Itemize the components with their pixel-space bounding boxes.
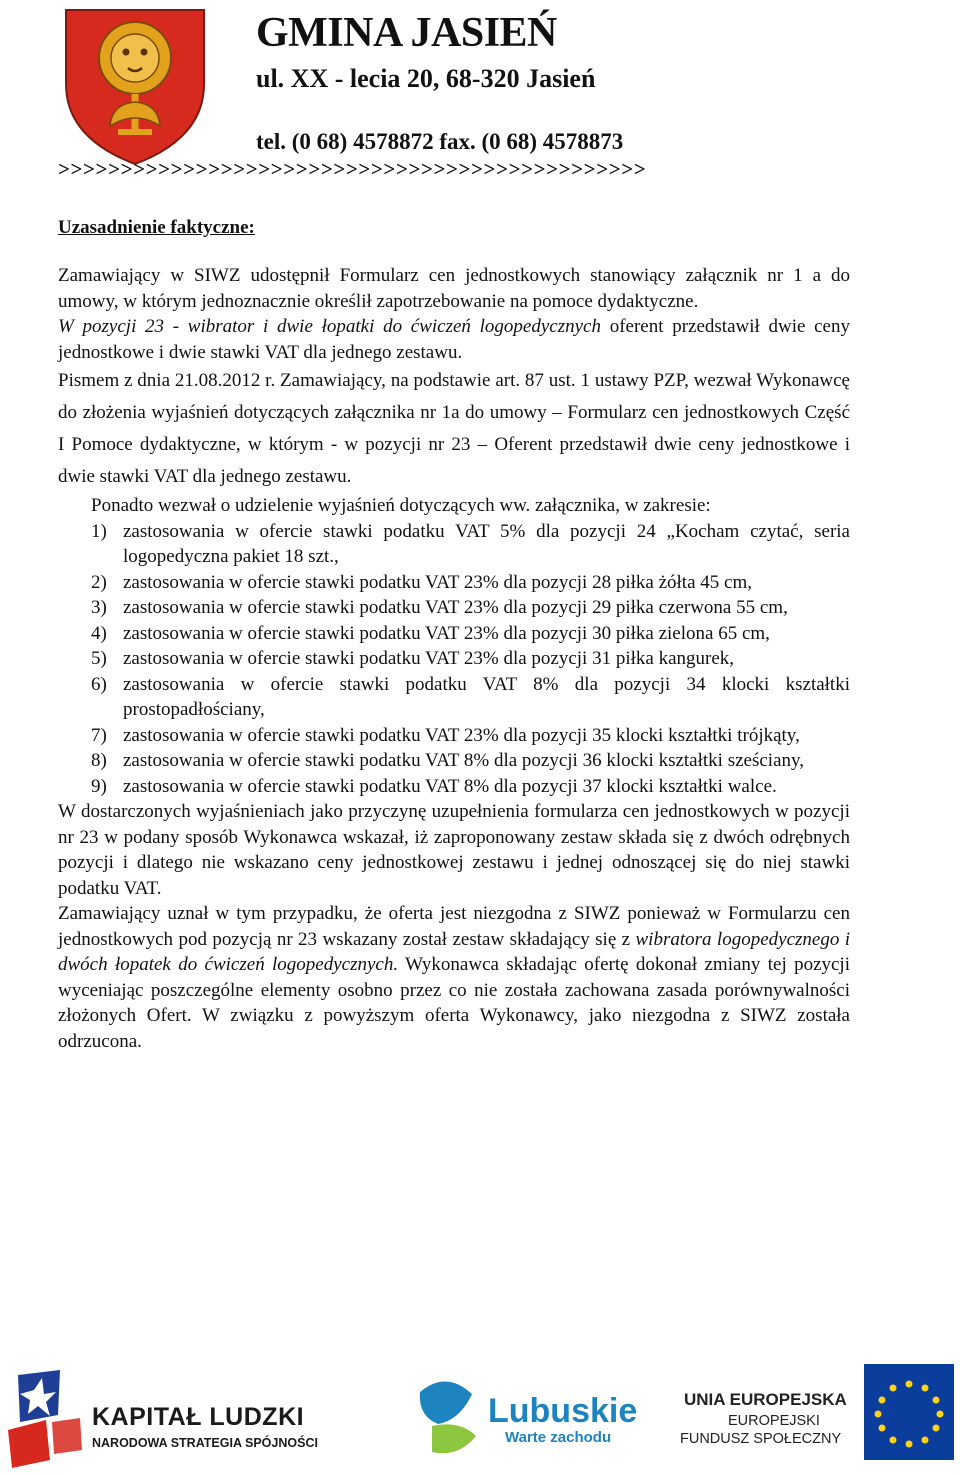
explanation-paragraph: W dostarczonych wyjaśnieniach jako przyczynę uzupełnienia formularza cen jednostkowych w pozycji nr 23 w podany sposób Wykonawca wskazał, iż zaproponowany zestaw składa się z dwóch odrębnych pozycji i dlatego nie wskazano ceny jednostkowej zestawu i jednej odnoszącej się do niej stawki podatku VAT. <box>58 801 850 899</box>
position-23-rest: oferent przedstawił dwie ceny jednostkowe i dwie stawki VAT dla jednego zestawu. <box>58 316 850 363</box>
eu-flag-icon <box>864 1364 954 1460</box>
list-item: 3) zastosowania w ofercie stawki podatku VAT 23% dla pozycji 29 piłka czerwona 55 cm, <box>91 597 788 618</box>
eu-label-line1: UNIA EUROPEJSKA <box>684 1390 847 1409</box>
header-separator: >>>>>>>>>>>>>>>>>>>>>>>>>>>>>>>>>>>>>>>>>>>>>>> <box>58 157 647 181</box>
request-list <box>58 519 850 800</box>
lubuskie-logo-icon <box>420 1381 476 1453</box>
kapital-ludzki-title: KAPITAŁ LUDZKI <box>92 1403 305 1431</box>
eu-label-line2: EUROPEJSKI <box>728 1413 820 1429</box>
list-item: 1) zastosowania w ofercie stawki podatku VAT 5% dla pozycji 24 „Kocham czytać, seria logopedyczna pakiet 18 szt., <box>91 520 850 567</box>
list-item: 8) zastosowania w ofercie stawki podatku VAT 8% dla pozycji 36 klocki kształtki sześciany, <box>91 750 805 771</box>
conclusion-paragraph: Zamawiający uznał w tym przypadku, że oferta jest niezgodna z SIWZ ponieważ w Formularzu cen jednostkowych pod pozycją nr 23 wskazany został zestaw składający się z wibratora logopedycznego i dwóch łopatek do ćwiczeń logopedycznych. Wykonawca składając ofertę dokonał zmiany tej pozycji wyceniając poszczególne elementy osobno przez co nie została zachowana zasada porównywalności złożonych Ofert. W związku z powyższym oferta Wykonawcy, jako niezgodna z SIWZ została odrzucona. <box>58 903 851 1052</box>
list-item: 4) zastosowania w ofercie stawki podatku VAT 23% dla pozycji 30 piłka zielona 65 cm, <box>91 622 770 644</box>
letter-paragraph: Pismem z dnia 21.08.2012 r. Zamawiający, na podstawie art. 87 ust. 1 ustawy PZP, wezwał Wykonawcę do złożenia wyjaśnień dotyczących załącznika nr 1a do umowy – Formularz cen jednostkowych Część I Pomoce dydaktyczne, w którym - w pozycji nr 23 – Oferent przedstawił dwie ceny jednostkowe i dwie stawki VAT dla jednego zestawu. <box>58 370 850 487</box>
kapital-ludzki-subtitle: NARODOWA STRATEGIA SPÓJNOŚCI <box>92 1436 318 1450</box>
municipality-phone: tel. (0 68) 4578872 fax. (0 68) 4578873 <box>256 129 624 154</box>
lubuskie-title: Lubuskie <box>488 1392 638 1430</box>
municipality-address: ul. XX - lecia 20, 68-320 Jasień <box>256 64 596 93</box>
list-item: 6) zastosowania w ofercie stawki podatku VAT 8% dla pozycji 34 klocki kształtki prostopadłościany, <box>91 673 850 720</box>
conclusion-italic: wibratora logopedycznego i dwóch łopatek do ćwiczeń logopedycznych. <box>58 928 851 975</box>
list-item: 9) zastosowania w ofercie stawki podatku VAT 8% dla pozycji 37 klocki kształtki walce. <box>91 775 777 797</box>
kapital-ludzki-star-icon <box>8 1370 82 1468</box>
intro-paragraph: Zamawiający w SIWZ udostępnił Formularz cen jednostkowych stanowiący załącznik nr 1 a do umowy, w którym jednoznacznie określił zapotrzebowanie na pomoce dydaktyczne. <box>58 265 850 312</box>
position-23-paragraph <box>58 314 850 365</box>
document-body <box>58 263 850 1054</box>
position-23-italic: W pozycji 23 - wibrator i dwie łopatki do ćwiczeń logopedycznych <box>58 316 601 337</box>
list-item: 5) zastosowania w ofercie stawki podatku VAT 23% dla pozycji 31 piłka kangurek, <box>91 648 735 669</box>
list-item: 2) zastosowania w ofercie stawki podatku VAT 23% dla pozycji 28 piłka żółta 45 cm, <box>91 571 752 593</box>
list-item: 7) zastosowania w ofercie stawki podatku VAT 23% dla pozycji 35 klocki kształtki trójkąty, <box>91 724 800 746</box>
municipality-name: GMINA JASIEŃ <box>256 10 557 56</box>
additional-request: Ponadto wezwał o udzielenie wyjaśnień dotyczących ww. załącznika, w zakresie: <box>91 495 711 516</box>
eu-label-line3: FUNDUSZ SPOŁECZNY <box>680 1431 842 1447</box>
section-title: Uzasadnienie faktyczne: <box>58 217 255 238</box>
lubuskie-subtitle: Warte zachodu <box>505 1429 612 1446</box>
coat-of-arms-icon <box>60 6 210 166</box>
